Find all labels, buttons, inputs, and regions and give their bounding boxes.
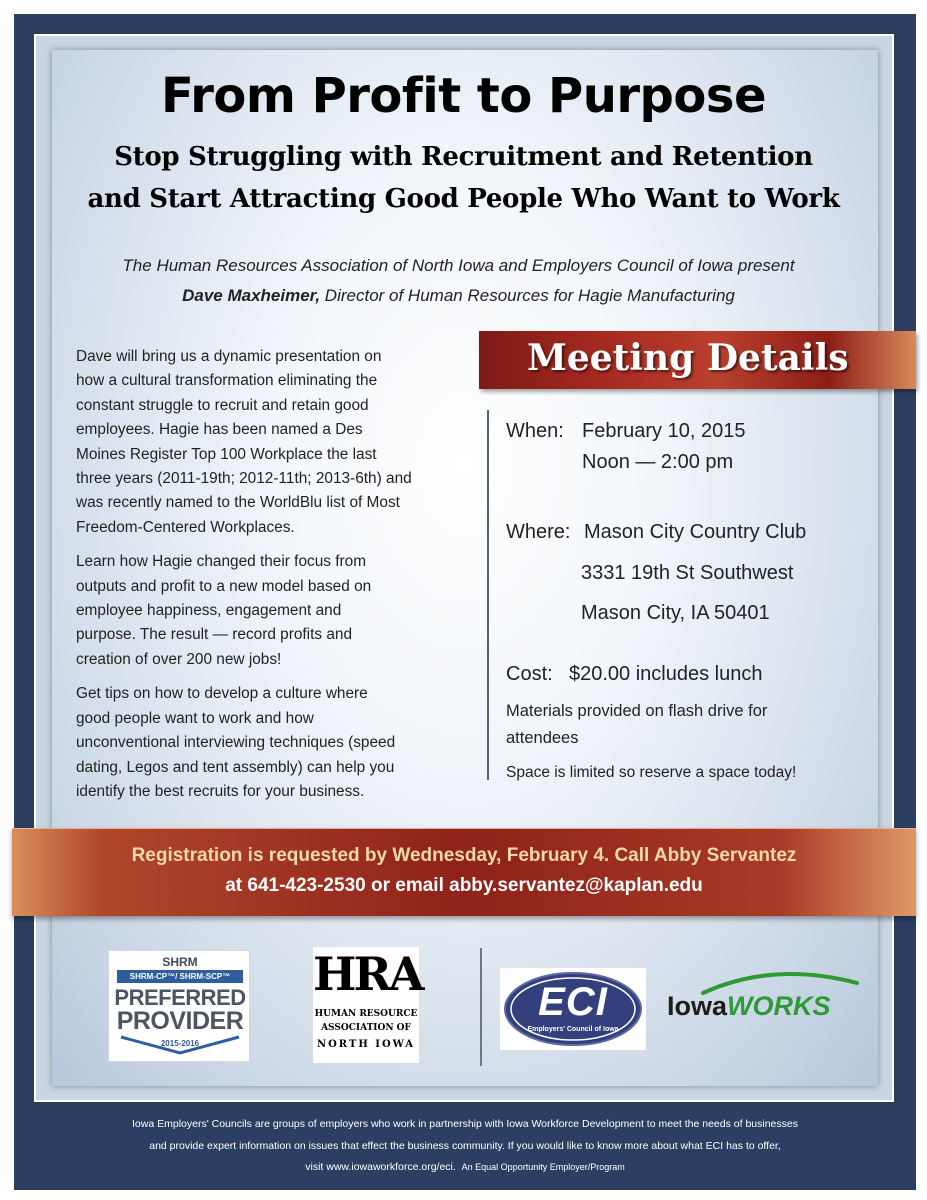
when-label: When:: [506, 420, 564, 442]
description-para-1: Dave will bring us a dynamic presentation on how a cultural transformation eliminating the constant struggle to recruit and retain good employees. Hagie has been named a Des Moines Register Top 100 Workplace the last three years (2011-19th; 2012-11th; 2013-6th) and was recently named to the WorldBlu list of Most Freedom-Centered Workplaces.: [76, 348, 412, 536]
presenter-name: Dave Maxheimer,: [182, 286, 321, 305]
when-time: Noon — 2:00 pm: [582, 451, 734, 473]
registration-line-2: at 641-423-2530 or email abby.servantez@kaplan.edu: [225, 875, 703, 896]
presenter-role: Director of Human Resources for Hagie Manufacturing: [320, 286, 735, 305]
flyer-subtitle-line-2: and Start Attracting Good People Who Want to Work: [87, 184, 840, 214]
shrm-logo-credentials: SHRM-CP™/ SHRM-SCP™: [117, 970, 243, 983]
registration-banner: [12, 828, 916, 916]
shrm-logo-provider: PROVIDER: [116, 1007, 244, 1035]
hra-logo-mark: HRA: [313, 947, 422, 1001]
shrm-logo-preferred: PREFERRED: [114, 985, 246, 1010]
footer-line-2: and provide expert information on issues that effect the business community. If you would like to know more about what ECI has to offer,: [149, 1140, 781, 1152]
column-divider: [487, 410, 489, 780]
flyer-subtitle-line-1: Stop Struggling with Recruitment and Retention: [114, 142, 813, 172]
hra-logo-line-2: ASSOCIATION OF: [321, 1023, 411, 1033]
cost-value: $20.00 includes lunch: [569, 663, 763, 685]
eci-logo: [500, 968, 646, 1050]
hra-north-iowa-logo: [313, 947, 422, 1063]
materials-line-1: Materials provided on flash drive for: [506, 702, 768, 720]
eci-logo-mark: ECI: [538, 980, 608, 1024]
presenter-intro: The Human Resources Association of North Iowa and Employers Council of Iowa present: [122, 256, 795, 275]
flyer-title: From Profit to Purpose: [160, 68, 767, 124]
footer-website: visit www.iowaworkforce.org/eci.: [305, 1161, 456, 1173]
registration-line-1: Registration is requested by Wednesday, February 4. Call Abby Servantez: [131, 845, 797, 866]
materials-line-2: attendees: [506, 729, 579, 747]
footer-line-1: Iowa Employers' Councils are groups of employers who work in partnership with Iowa Workforce Development to meet the needs of businesses: [132, 1118, 798, 1130]
space-note: Space is limited so reserve a space today!: [506, 764, 797, 781]
presenter-line: [0, 286, 917, 306]
footer-eoe: An Equal Opportunity Employer/Program: [461, 1162, 625, 1172]
eci-logo-sub: Employers' Council of Iowa: [527, 1026, 619, 1033]
description-para-2: Learn how Hagie changed their focus from outputs and profit to a new model based on employee happiness, engagement and purpose. The result — record profits and creation of over 200 new jobs!: [76, 553, 372, 668]
cost-label: Cost:: [506, 663, 553, 685]
iowaworks-logo: [663, 965, 861, 1035]
hra-logo-line-1: HUMAN RESOURCE: [314, 1009, 418, 1019]
description: [76, 345, 468, 814]
hra-logo-line-3: NORTH IOWA: [316, 1039, 416, 1050]
iowaworks-logo-text: IowaWORKS: [667, 991, 831, 1021]
where-city: Mason City, IA 50401: [581, 602, 770, 624]
meeting-details-heading: Meeting Details: [527, 337, 849, 379]
shrm-logo-years: 2015-2016: [160, 1039, 200, 1048]
where-street: 3331 19th St Southwest: [581, 562, 794, 584]
meeting-details-banner: [479, 331, 916, 389]
shrm-preferred-provider-logo: [108, 950, 250, 1062]
footer-line-3: [14, 1161, 916, 1173]
footer: [14, 1108, 916, 1190]
where-label: Where:: [506, 521, 571, 543]
when-date: February 10, 2015: [582, 420, 746, 442]
logo-divider: [480, 948, 482, 1066]
description-para-3: Get tips on how to develop a culture where good people want to work and how unconventional interviewing techniques (speed dating, Legos and tent assembly) can help you identify the best recruits for your business.: [76, 685, 396, 800]
shrm-logo-top: SHRM: [162, 955, 198, 969]
where-venue: Mason City Country Club: [584, 521, 807, 543]
